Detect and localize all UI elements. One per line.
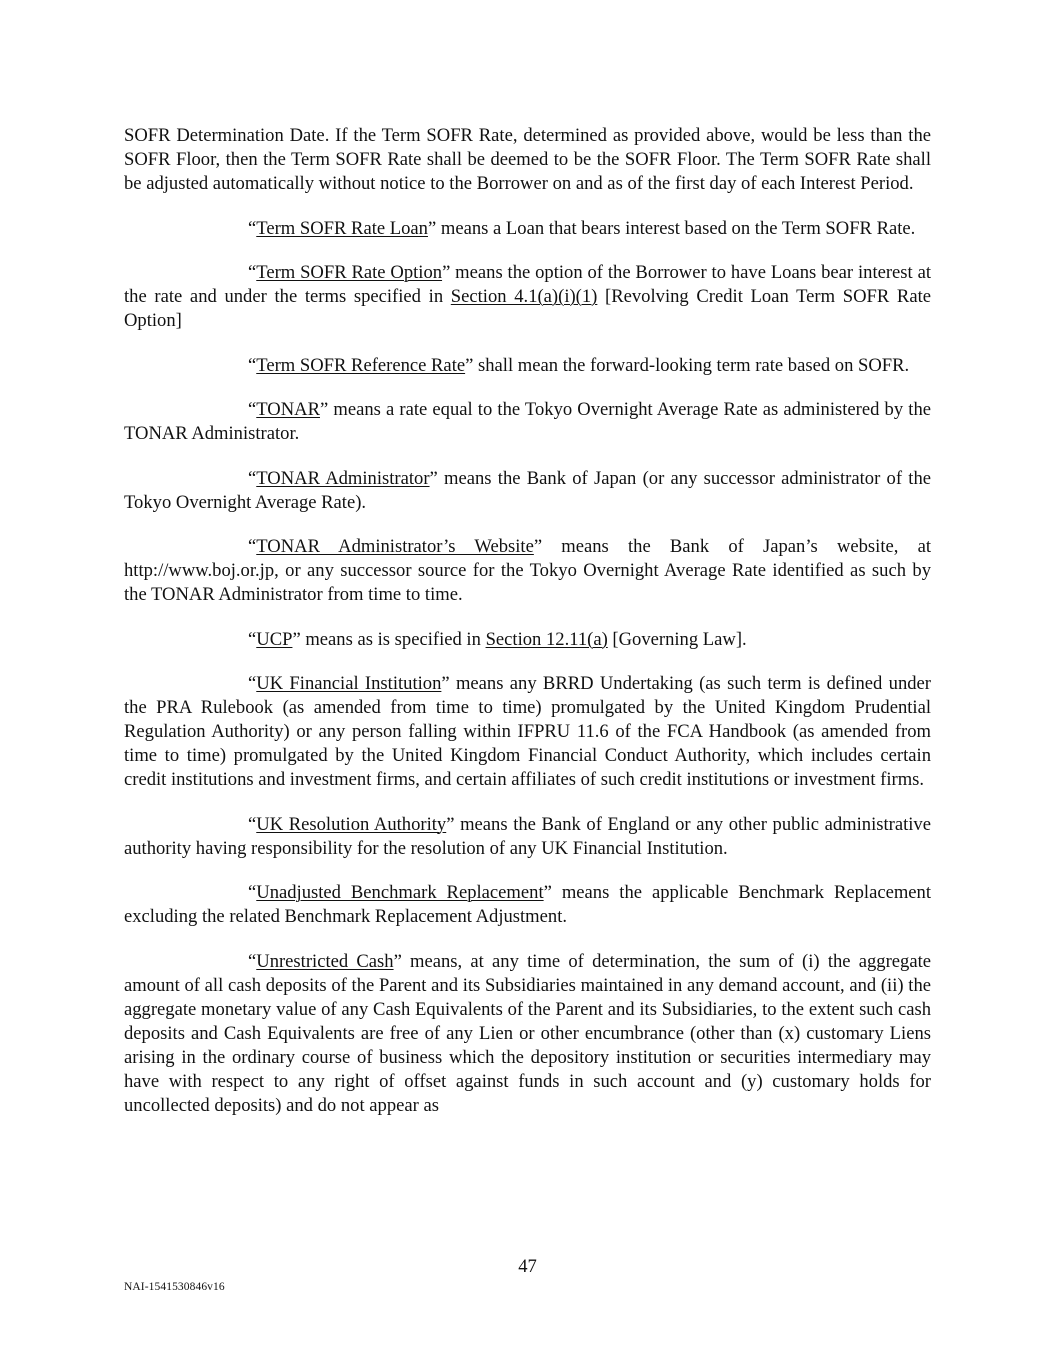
- document-body: [124, 124, 931, 1138]
- page-number: 47: [518, 1256, 537, 1277]
- paragraph-text: ” means the Bank of Japan (or any successor administrator of the Tokyo Overnight Average Rate).: [124, 467, 931, 513]
- paragraph-text: ” means any BRRD Undertaking (as such term is defined under the PRA Rulebook (as amended from time to time) promulgated by the United Kingdom Prudential Regulation Authority) or any person falling within IFPRU 11.6 of the FCA Handbook (as amended from time to time) promulgated by the United Kingdom Financial Conduct Authority, which includes certain credit institutions and investment firms, and certain affiliates of such credit institutions or investment firms.: [124, 673, 931, 790]
- paragraph-text: ” shall mean the forward-looking term rate based on SOFR.: [465, 354, 910, 376]
- paragraph-text: ” means the applicable Benchmark Replacement excluding the related Benchmark Replacement Adjustment.: [124, 882, 932, 927]
- defined-term: UK Resolution Authority: [256, 813, 447, 835]
- paragraph-text: “: [248, 813, 257, 835]
- definition-paragraph: [124, 672, 931, 792]
- defined-term: UK Financial Institution: [256, 673, 442, 694]
- definition-paragraph: [124, 354, 931, 378]
- definition-paragraph: [124, 628, 931, 652]
- defined-term: Term SOFR Reference Rate: [256, 354, 466, 376]
- defined-term: Term SOFR Rate Option: [256, 262, 443, 283]
- definition-paragraph: [124, 261, 931, 333]
- paragraph-text: “: [248, 950, 257, 972]
- paragraph-text: ” means a rate equal to the Tokyo Overnight Average Rate as administered by the TONAR Administrator.: [124, 399, 931, 444]
- paragraph-text: [Revolving Credit Loan Term SOFR Rate Option]: [124, 286, 931, 331]
- paragraph-text: [Governing Law].: [607, 628, 747, 650]
- paragraph-text: “: [248, 882, 257, 903]
- paragraph-text: “: [248, 467, 257, 489]
- definition-paragraph: [124, 398, 931, 446]
- definition-paragraph: [124, 813, 931, 861]
- definition-paragraph: [124, 535, 931, 607]
- paragraph-text: “: [248, 354, 257, 376]
- paragraph-text: SOFR Determination Date. If the Term SOFR Rate, determined as provided above, would be less than the SOFR Floor, then the Term SOFR Rate shall be deemed to be the SOFR Floor. The Term SOFR Rate shall be adjusted automatically without notice to the Borrower on and as of the first day of each Interest Period.: [124, 125, 931, 194]
- defined-term: TONAR Administrator’s Website: [256, 536, 534, 557]
- paragraph-text: ” means a Loan that bears interest based on the Term SOFR Rate.: [427, 217, 916, 239]
- defined-term: TONAR: [256, 399, 320, 420]
- section-reference: Section 4.1(a)(i)(1): [450, 286, 598, 307]
- paragraph-text: “: [248, 217, 257, 239]
- definition-paragraph: [124, 950, 931, 1118]
- definition-paragraph: [124, 467, 931, 515]
- paragraph-text: ” means the option of the Borrower to have Loans bear interest at the rate and under the terms specified in: [124, 262, 931, 307]
- paragraph-text: ” means, at any time of determination, the sum of (i) the aggregate amount of all cash deposits of the Parent and its Subsidiaries maintained in any demand account, and (ii) the aggregate monetary value of any Cash Equivalents of the Parent and its Subsidiaries, to the extent such cash deposits and Cash Equivalents are free of any Lien or other encumbrance (other than (x) customary Liens arising in the ordinary course of business which the depository institution or securities intermediary may have with respect to any right of offset against funds in such account and (y) customary holds for uncollected deposits) and do not appear as: [124, 950, 932, 1116]
- definition-paragraph: [124, 881, 931, 929]
- paragraph-text: ” means as is specified in: [292, 628, 486, 650]
- defined-term: Term SOFR Rate Loan: [256, 217, 428, 239]
- defined-term: TONAR Administrator: [256, 467, 430, 489]
- defined-term: UCP: [256, 628, 293, 650]
- paragraph-text: “: [248, 673, 257, 694]
- paragraph-text: “: [248, 628, 257, 650]
- defined-term: Unrestricted Cash: [256, 950, 394, 972]
- continued-paragraph: [124, 124, 931, 196]
- document-id: NAI-1541530846v16: [124, 1281, 225, 1293]
- paragraph-text: “: [248, 536, 257, 557]
- defined-term: Unadjusted Benchmark Replacement: [256, 882, 544, 903]
- paragraph-text: ” means the Bank of England or any other public administrative authority having responsibility for the resolution of any UK Financial Institution.: [124, 813, 931, 859]
- paragraph-text: “: [248, 399, 257, 420]
- definition-paragraph: [124, 217, 931, 241]
- section-reference: Section 12.11(a): [485, 628, 608, 650]
- paragraph-text: “: [248, 262, 257, 283]
- paragraph-text: ” means the Bank of Japan’s website, at http://www.boj.or.jp, or any successor source for the Tokyo Overnight Average Rate identified as such by the TONAR Administrator from time to time.: [124, 536, 931, 605]
